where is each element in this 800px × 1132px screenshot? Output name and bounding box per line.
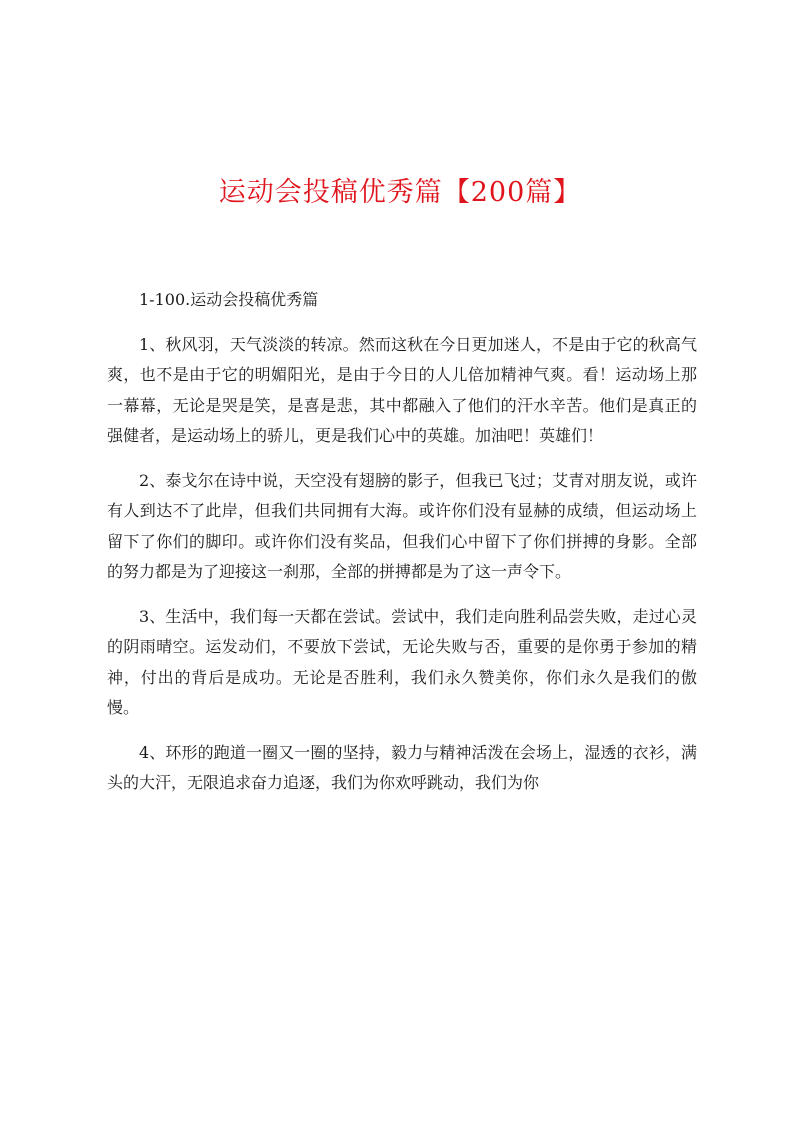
paragraph-3: 3、生活中，我们每一天都在尝试。尝试中，我们走向胜利品尝失败，走过心灵的阴雨晴空。运发动们，不要放下尝试，无论失败与否，重要的是你勇于参加的精神，付出的背后是成功。无论是否胜利，我们永久赞美你，你们永久是我们的傲慢。 [107,606,697,717]
paragraph-2: 2、泰戈尔在诗中说，天空没有翅膀的影子，但我已飞过；艾青对朋友说，或许有人到达不了此岸，但我们共同拥有大海。或许你们没有显赫的成绩，但运动场上留下了你们的脚印。或许你们没有奖品，但我们心中留下了你们拼搏的身影。全部的努力都是为了迎接这一刹那，全部的拼搏都是为了这一声令下。 [107,470,697,581]
paragraph-4: 4、环形的跑道一圈又一圈的坚持，毅力与精神活泼在会场上，湿透的衣衫，满头的大汗，无限追求奋力追逐，我们为你欢呼跳动，我们为你 [107,742,697,792]
document-body [107,285,697,813]
section-subtitle: 1-100.运动会投稿优秀篇 [139,290,319,309]
document-title: 运动会投稿优秀篇【200篇】 [218,177,582,208]
paragraph-1: 1、秋风羽，天气淡淡的转凉。然而这秋在今日更加迷人，不是由于它的秋高气爽，也不是由于它的明媚阳光，是由于今日的人儿倍加精神气爽。看！运动场上那一幕幕，无论是哭是笑，是喜是悲，其中都融入了他们的汗水辛苦。他们是真正的强健者，是运动场上的骄儿，更是我们心中的英雄。加油吧！英雄们！ [107,334,697,445]
